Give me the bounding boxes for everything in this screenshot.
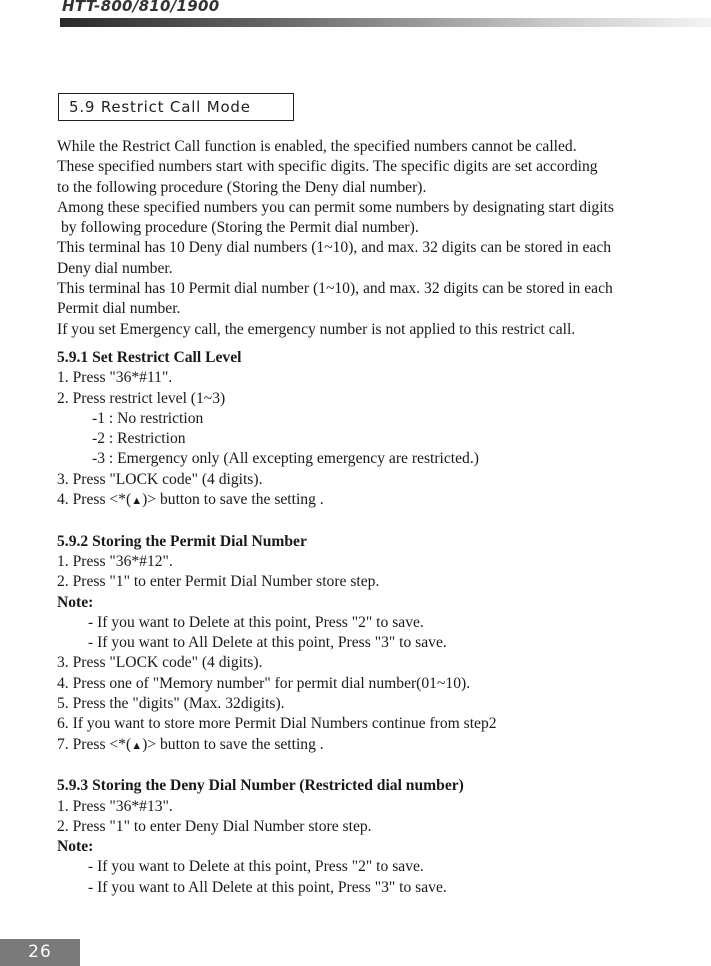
note-item: - If you want to Delete at this point, Press "2" to save. [88, 613, 424, 631]
intro-line: This terminal has 10 Deny dial numbers (1~10), and max. 32 digits can be stored in each [57, 239, 612, 257]
step: 2. Press "1" to enter Permit Dial Number store step. [57, 573, 380, 591]
section-title-box: 5.9 Restrict Call Mode [58, 93, 294, 121]
step: 3. Press "LOCK code" (4 digits). [57, 470, 263, 488]
page-number: 26 [0, 939, 80, 966]
intro-line: These specified numbers start with specific digits. The specific digits are set according [57, 158, 598, 176]
section-heading-593: 5.9.3 Storing the Deny Dial Number (Restricted dial number) [57, 777, 464, 795]
step-text: )> button to save the setting . [142, 735, 324, 753]
note-label: Note: [57, 593, 94, 611]
step: 2. Press "1" to enter Deny Dial Number store step. [57, 817, 372, 835]
note-item: - If you want to All Delete at this point, Press "3" to save. [88, 634, 447, 652]
step: 5. Press the "digits" (Max. 32digits). [57, 695, 285, 713]
header-model-title: HTT-800/810/1900 [62, 0, 220, 15]
header-gradient-bar [60, 18, 711, 27]
note-item: - If you want to All Delete at this point, Press "3" to save. [88, 878, 447, 896]
step-text: 4. Press <*( [57, 491, 132, 509]
intro-line: to the following procedure (Storing the Deny dial number). [57, 178, 427, 196]
up-triangle-icon: ▲ [131, 495, 143, 508]
level-option: -1 : No restriction [92, 409, 204, 427]
intro-line: Among these specified numbers you can permit some numbers by designating start digits [57, 198, 614, 216]
note-item: - If you want to Delete at this point, Press "2" to save. [88, 858, 424, 876]
intro-line: Permit dial number. [57, 300, 181, 318]
step [57, 490, 711, 511]
intro-line: If you set Emergency call, the emergency number is not applied to this restrict call. [57, 320, 576, 338]
section-heading-592: 5.9.2 Storing the Permit Dial Number [57, 532, 307, 550]
step: 1. Press "36*#13". [57, 797, 173, 815]
step: 6. If you want to store more Permit Dial Numbers continue from step2 [57, 715, 497, 733]
level-option: -3 : Emergency only (All excepting emergency are restricted.) [92, 450, 479, 468]
intro-line: by following procedure (Storing the Permit dial number). [61, 219, 419, 237]
step-text: )> button to save the setting . [142, 491, 324, 509]
level-option: -2 : Restriction [92, 430, 186, 448]
intro-line: This terminal has 10 Permit dial number (1~10), and max. 32 digits can be stored in each [57, 280, 613, 298]
intro-line: Deny dial number. [57, 259, 173, 277]
intro-line: While the Restrict Call function is enabled, the specified numbers cannot be called. [57, 138, 577, 155]
step: 1. Press "36*#12". [57, 552, 173, 570]
step [57, 735, 711, 756]
step: 2. Press restrict level (1~3) [57, 389, 226, 407]
step: 3. Press "LOCK code" (4 digits). [57, 654, 263, 672]
page-body [57, 137, 711, 898]
up-triangle-icon: ▲ [131, 739, 143, 752]
step: 1. Press "36*#11". [57, 369, 173, 387]
step: 4. Press one of "Memory number" for permit dial number(01~10). [57, 674, 471, 692]
step-text: 7. Press <*( [57, 735, 132, 753]
note-label: Note: [57, 838, 94, 856]
section-heading-591: 5.9.1 Set Restrict Call Level [57, 348, 242, 366]
